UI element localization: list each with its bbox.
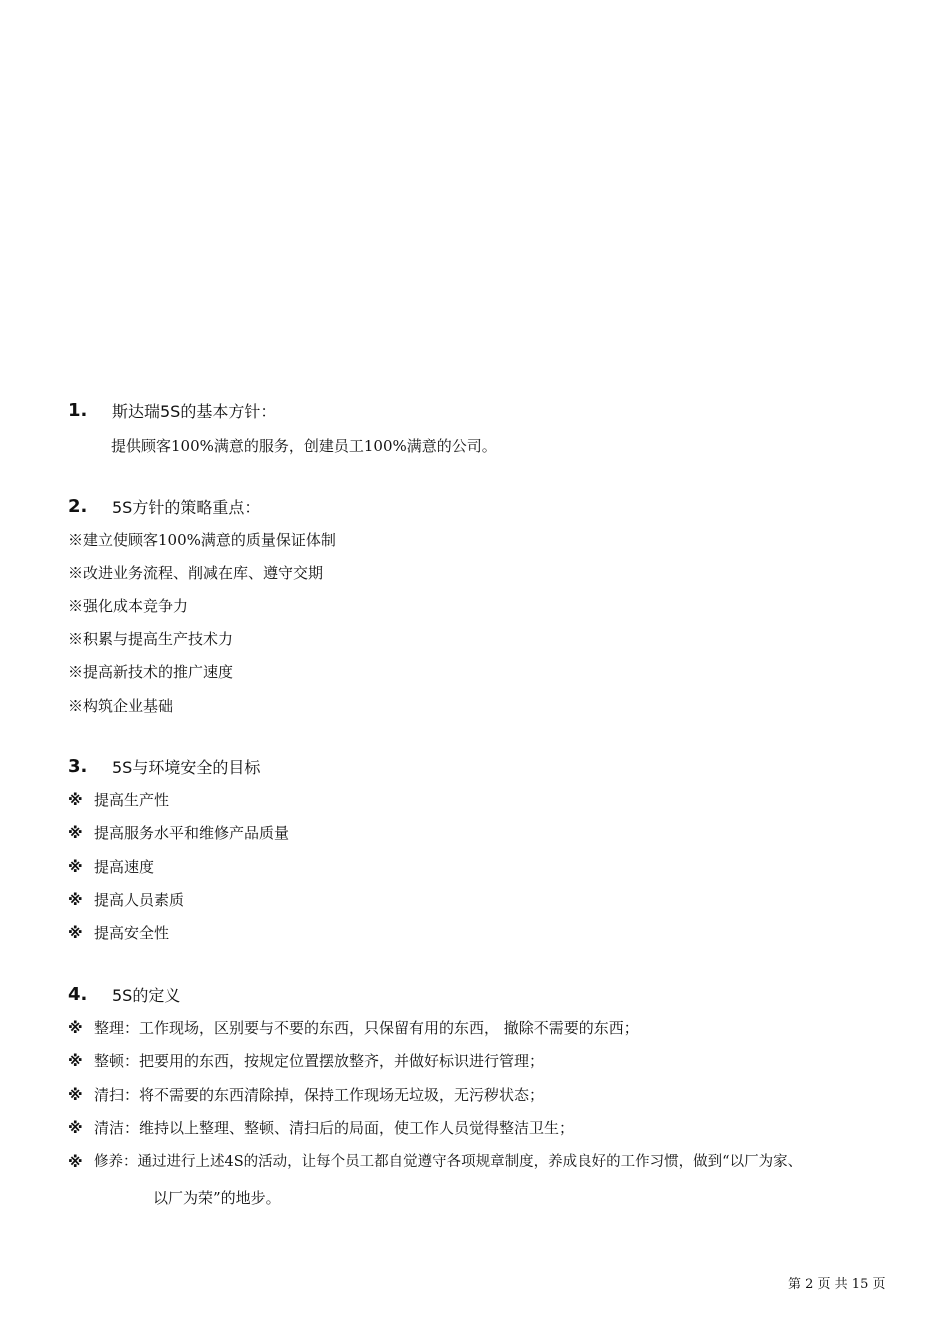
reference-mark: ※ [68, 824, 83, 842]
definition-text: 清扫：将不需要的东西清除掉，保持工作现场无垃圾，无污秽状态； [94, 1086, 545, 1104]
list-item [68, 823, 289, 843]
definition-text: 修养：通过进行上述4S的活动，让每个员工都自觉遵守各项规章制度，养成良好的工作习惯，做到“以厂为家、 [94, 1154, 803, 1170]
reference-mark: ※ [68, 1052, 83, 1070]
reference-mark: ※ [68, 924, 83, 942]
list-item-text: 提高人员素质 [94, 891, 185, 909]
section-title: 5S与环境安全的目标 [112, 757, 261, 777]
definition-item [68, 1152, 802, 1172]
list-item: ※积累与提高生产技术力 [68, 630, 234, 648]
list-item-text: 提高安全性 [94, 924, 170, 942]
list-item [68, 923, 169, 943]
reference-mark: ※ [68, 791, 83, 809]
definition-text: 整理：工作现场，区别要与不要的东西，只保留有用的东西， 撤除不需要的东西； [94, 1019, 639, 1037]
list-item [68, 890, 184, 910]
reference-mark: ※ [68, 1086, 83, 1104]
definition-item [68, 1018, 639, 1038]
list-item [68, 790, 169, 810]
list-item: ※建立使顾客100%满意的质量保证体制 [68, 531, 336, 549]
definition-item [68, 1118, 574, 1138]
section-1-heading [68, 398, 276, 422]
reference-mark: ※ [68, 1019, 83, 1037]
section-2-heading [68, 494, 260, 518]
list-item: ※改进业务流程、削减在库、遵守交期 [68, 564, 324, 582]
reference-mark: ※ [68, 858, 83, 876]
section-number: 3. [68, 755, 88, 777]
list-item: ※强化成本竞争力 [68, 597, 189, 615]
definition-continuation: 以厂为荣”的地步。 [153, 1189, 281, 1207]
section-title: 斯达瑞5S的基本方针： [112, 401, 277, 421]
reference-mark: ※ [68, 1153, 83, 1171]
section-number: 4. [68, 983, 88, 1005]
section-4-heading [68, 982, 180, 1006]
list-item-text: 提高速度 [94, 858, 155, 876]
list-item: ※构筑企业基础 [68, 697, 174, 715]
list-item-text: 提高生产性 [94, 791, 170, 809]
section-1-intro: 提供顾客100%满意的服务，创建员工100%满意的公司。 [111, 437, 497, 455]
definition-item [68, 1085, 544, 1105]
definition-item [68, 1051, 544, 1071]
section-title: 5S的定义 [112, 985, 181, 1005]
section-title: 5S方针的策略重点： [112, 497, 261, 517]
section-number: 2. [68, 495, 88, 517]
list-item: ※提高新技术的推广速度 [68, 663, 234, 681]
page-number-footer: 第 2 页 共 15 页 [788, 1277, 886, 1292]
definition-text: 整顿：把要用的东西，按规定位置摆放整齐，并做好标识进行管理； [94, 1052, 545, 1070]
section-3-heading [68, 754, 260, 778]
section-number: 1. [68, 399, 88, 421]
list-item-text: 提高服务水平和维修产品质量 [94, 824, 290, 842]
definition-text: 清洁：维持以上整理、整顿、清扫后的局面，使工作人员觉得整洁卫生； [94, 1119, 575, 1137]
reference-mark: ※ [68, 891, 83, 909]
list-item [68, 857, 154, 877]
reference-mark: ※ [68, 1119, 83, 1137]
